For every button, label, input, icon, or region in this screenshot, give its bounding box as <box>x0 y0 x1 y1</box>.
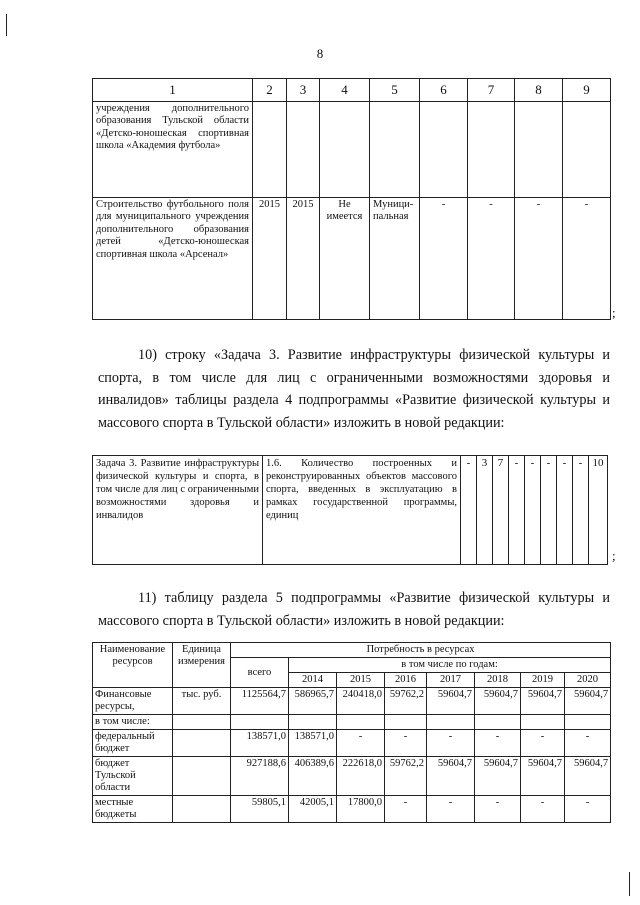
header-cell: 7 <box>468 79 515 102</box>
header-total: всего <box>231 658 289 688</box>
value-cell: - <box>468 198 515 320</box>
table-end-semicolon: ; <box>612 548 616 563</box>
header-unit: Единица измерения <box>173 643 231 688</box>
resource-total: 927188,6 <box>231 757 289 796</box>
value-cell: 3 <box>477 456 493 565</box>
table-row <box>93 757 611 796</box>
task-cell: Задача 3. Развитие инфраструктуры физической культуры и спорта, в том числе для лиц с ограниченными возможностями здоровья и инвалидов <box>93 456 263 565</box>
resource-unit: тыс. руб. <box>173 688 231 715</box>
value-cell: - <box>420 198 468 320</box>
resource-value: 59604,7 <box>521 688 565 715</box>
resource-value: - <box>475 796 521 823</box>
resource-value: - <box>521 730 565 757</box>
resource-name: Финансовые ресурсы, <box>93 688 173 715</box>
value-cell: 7 <box>493 456 509 565</box>
year-cell: 2014 <box>289 673 337 688</box>
status-cell: Не имеется <box>320 198 370 320</box>
paragraph-10: 10) строку «Задача 3. Развитие инфраструктуры физической культуры и спорта, в том числе для лиц с ограниченными возможностями здоровья и инвалидов» таблицы раздела 4 подпрограммы «Развитие физической культуры и массового спорта в Тульской области» изложить в новой редакции: <box>98 347 610 431</box>
program-table <box>92 78 611 320</box>
header-by-years: в том числе по годам: <box>289 658 611 673</box>
resource-value: 138571,0 <box>289 730 337 757</box>
resource-value: 240418,0 <box>337 688 385 715</box>
task-table <box>92 455 608 565</box>
resource-value: 59604,7 <box>475 757 521 796</box>
resource-value: 59604,7 <box>427 688 475 715</box>
resource-value: 59762,2 <box>385 688 427 715</box>
page-number: 8 <box>316 46 324 61</box>
table-row <box>93 688 611 715</box>
resource-value: - <box>385 730 427 757</box>
table-header-row <box>93 643 611 658</box>
header-cell: 6 <box>420 79 468 102</box>
header-cell: 9 <box>563 79 611 102</box>
value-cell: - <box>515 198 563 320</box>
value-cell: - <box>557 456 573 565</box>
resource-value: 59604,7 <box>521 757 565 796</box>
resource-value: 17800,0 <box>337 796 385 823</box>
value-cell: - <box>509 456 525 565</box>
year-cell: 2019 <box>521 673 565 688</box>
resource-value: 59604,7 <box>427 757 475 796</box>
table-row <box>93 456 608 565</box>
row-name-cell: Строительство футбольного поля для муниципального учреждения дополнительного образования детей «Детско-юношеская спортивная школа «Арсенал» <box>93 198 253 320</box>
resource-name: бюджет Тульской области <box>93 757 173 796</box>
value-cell: - <box>573 456 589 565</box>
resource-total: 1125564,7 <box>231 688 289 715</box>
table-row <box>93 715 611 730</box>
value-cell: - <box>563 198 611 320</box>
resource-value: - <box>427 730 475 757</box>
header-cell: 4 <box>320 79 370 102</box>
value-cell: - <box>541 456 557 565</box>
year-cell: 2018 <box>475 673 521 688</box>
resource-total: 138571,0 <box>231 730 289 757</box>
resource-total: 59805,1 <box>231 796 289 823</box>
indicator-cell: 1.6. Количество построенных и реконструированных объектов массового спорта, введенных в эксплуатацию в рамках государственной программы, единиц <box>263 456 461 565</box>
resource-value: 222618,0 <box>337 757 385 796</box>
resource-name: местные бюджеты <box>93 796 173 823</box>
resource-value: - <box>521 796 565 823</box>
resource-value: - <box>565 730 611 757</box>
year-cell: 2017 <box>427 673 475 688</box>
value-cell: 10 <box>589 456 608 565</box>
year-cell: 2020 <box>565 673 611 688</box>
scan-edge-mark-bottom <box>629 872 630 896</box>
resources-table <box>92 642 611 823</box>
header-name: Наименование ресурсов <box>93 643 173 688</box>
paragraph-11: 11) таблицу раздела 5 подпрограммы «Развитие физической культуры и массового спорта в Тульской области» изложить в новой редакции: <box>98 590 610 629</box>
scan-edge-mark <box>6 14 7 36</box>
resource-value: - <box>337 730 385 757</box>
header-cell: 5 <box>370 79 420 102</box>
resource-value: 59604,7 <box>475 688 521 715</box>
year-cell: 2016 <box>385 673 427 688</box>
resource-value: 586965,7 <box>289 688 337 715</box>
table-row <box>93 102 611 198</box>
resource-name: федеральный бюджет <box>93 730 173 757</box>
value-cell: - <box>525 456 541 565</box>
table-end-semicolon: ; <box>612 305 616 320</box>
header-cell: 1 <box>93 79 253 102</box>
header-need: Потребность в ресурсах <box>231 643 611 658</box>
level-cell: Муници-пальная <box>370 198 420 320</box>
row-name-cell: учреждения дополнительного образования Тульской области «Детско-юношеская спортивная школа «Академия футбола» <box>93 102 253 198</box>
table-row <box>93 198 611 320</box>
value-cell: - <box>461 456 477 565</box>
start-year-cell: 2015 <box>253 198 287 320</box>
table-row <box>93 730 611 757</box>
resource-value: - <box>427 796 475 823</box>
resource-value: 59762,2 <box>385 757 427 796</box>
resource-value: - <box>475 730 521 757</box>
header-cell: 8 <box>515 79 563 102</box>
resource-value: - <box>385 796 427 823</box>
end-year-cell: 2015 <box>287 198 320 320</box>
table-row <box>93 796 611 823</box>
resource-value: 59604,7 <box>565 688 611 715</box>
table-header-row <box>93 79 611 102</box>
resource-value: 42005,1 <box>289 796 337 823</box>
resource-value: 406389,6 <box>289 757 337 796</box>
header-cell: 3 <box>287 79 320 102</box>
header-cell: 2 <box>253 79 287 102</box>
resource-value: 59604,7 <box>565 757 611 796</box>
resource-name: в том числе: <box>93 715 173 730</box>
resource-value: - <box>565 796 611 823</box>
year-cell: 2015 <box>337 673 385 688</box>
